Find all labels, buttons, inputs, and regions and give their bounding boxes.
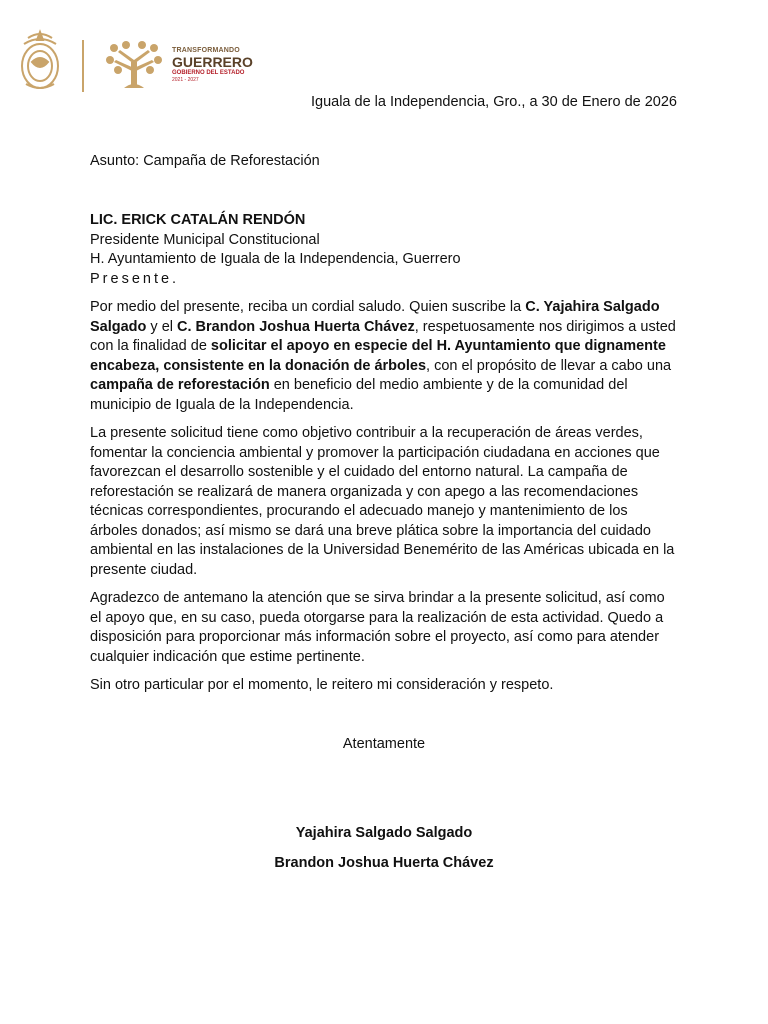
logo-government: GOBIERNO DEL ESTADO [172,70,245,76]
paragraph-objective: La presente solicitud tiene como objetivo contribuir a la recuperación de áreas verdes, fomentar la conciencia ambiental y promover la participación ciudadana en acciones que favorezcan el desarrollo sostenible y el cuidado del entorno natural. La campaña de reforestación se realizará de manera organizada y con apego a las recomendaciones técnicas correspondientes, procurando el adecuado manejo y mantenimiento de los árboles donados; así mismo se dará una breve plática sobre la importancia del cuidado ambiental en las instalaciones de la Universidad Benemérito de las Américas ubicada en la presente ciudad. [90,425,675,578]
p1-text-3: , respetuosamente nos dirigimos a usted con la finalidad de [90,318,676,354]
paragraph-request [90,298,678,415]
letterhead [0,0,768,100]
letter-date: Iguala de la Independencia, Gro., a 30 de Enero de 2026 [310,94,677,110]
request-bold: solicitar el apoyo en especie del H. Ayuntamiento que dignamente encabeza, consistente en la donación de árboles [90,338,666,374]
p1-text-2: y el [146,318,178,335]
signer2-bold: C. Brandon Joshua Huerta Chávez [177,318,415,335]
paragraph-thanks: Agradezco de antemano la atención que se sirva brindar a la presente solicitud, así como el apoyo que, en su caso, pueda otorgarse para la realización de esta actividad. Quedo a disposición para proporcionar más información sobre el proyecto, así como para atender cualquier indicación que estime pertinente. [90,590,665,665]
letter-body [90,298,678,705]
addressee-block [90,211,461,289]
logo-state-name: GUERRERO [172,54,253,70]
p1-text-1: Por medio del presente, reciba un cordial saludo. Quien suscribe la [90,299,526,315]
state-seal-icon [16,28,64,92]
p1-text-5: en beneficio del medio ambiente y de la comunidad del municipio de Iguala de la Independencia. [90,377,628,413]
recipient-title: Presidente Municipal Constitucional [90,231,320,248]
signer-name-1: Yajahira Salgado Salgado [295,825,473,841]
logo-years: 2021 - 2027 [172,77,199,83]
closing-text: Atentamente [342,736,426,752]
state-government-logo [172,47,256,91]
p1-text-4: , con el propósito de llevar a cabo una [426,357,672,374]
campaign-bold: campaña de reforestación [90,377,270,393]
recipient-name: LIC. ERICK CATALÁN RENDÓN [90,212,306,228]
recipient-organization: H. Ayuntamiento de Iguala de la Independencia, Guerrero [90,251,461,267]
presente-line: Presente. [90,270,180,287]
letter-subject: Asunto: Campaña de Reforestación [90,153,320,169]
tree-logo-icon [104,40,164,92]
logo-tagline: TRANSFORMANDO [172,47,240,54]
header-divider [82,40,84,92]
signer-name-2: Brandon Joshua Huerta Chávez [274,855,494,871]
paragraph-farewell: Sin otro particular por el momento, le reitero mi consideración y respeto. [90,677,554,693]
signer1-bold: C. Yajahira Salgado Salgado [90,299,660,335]
